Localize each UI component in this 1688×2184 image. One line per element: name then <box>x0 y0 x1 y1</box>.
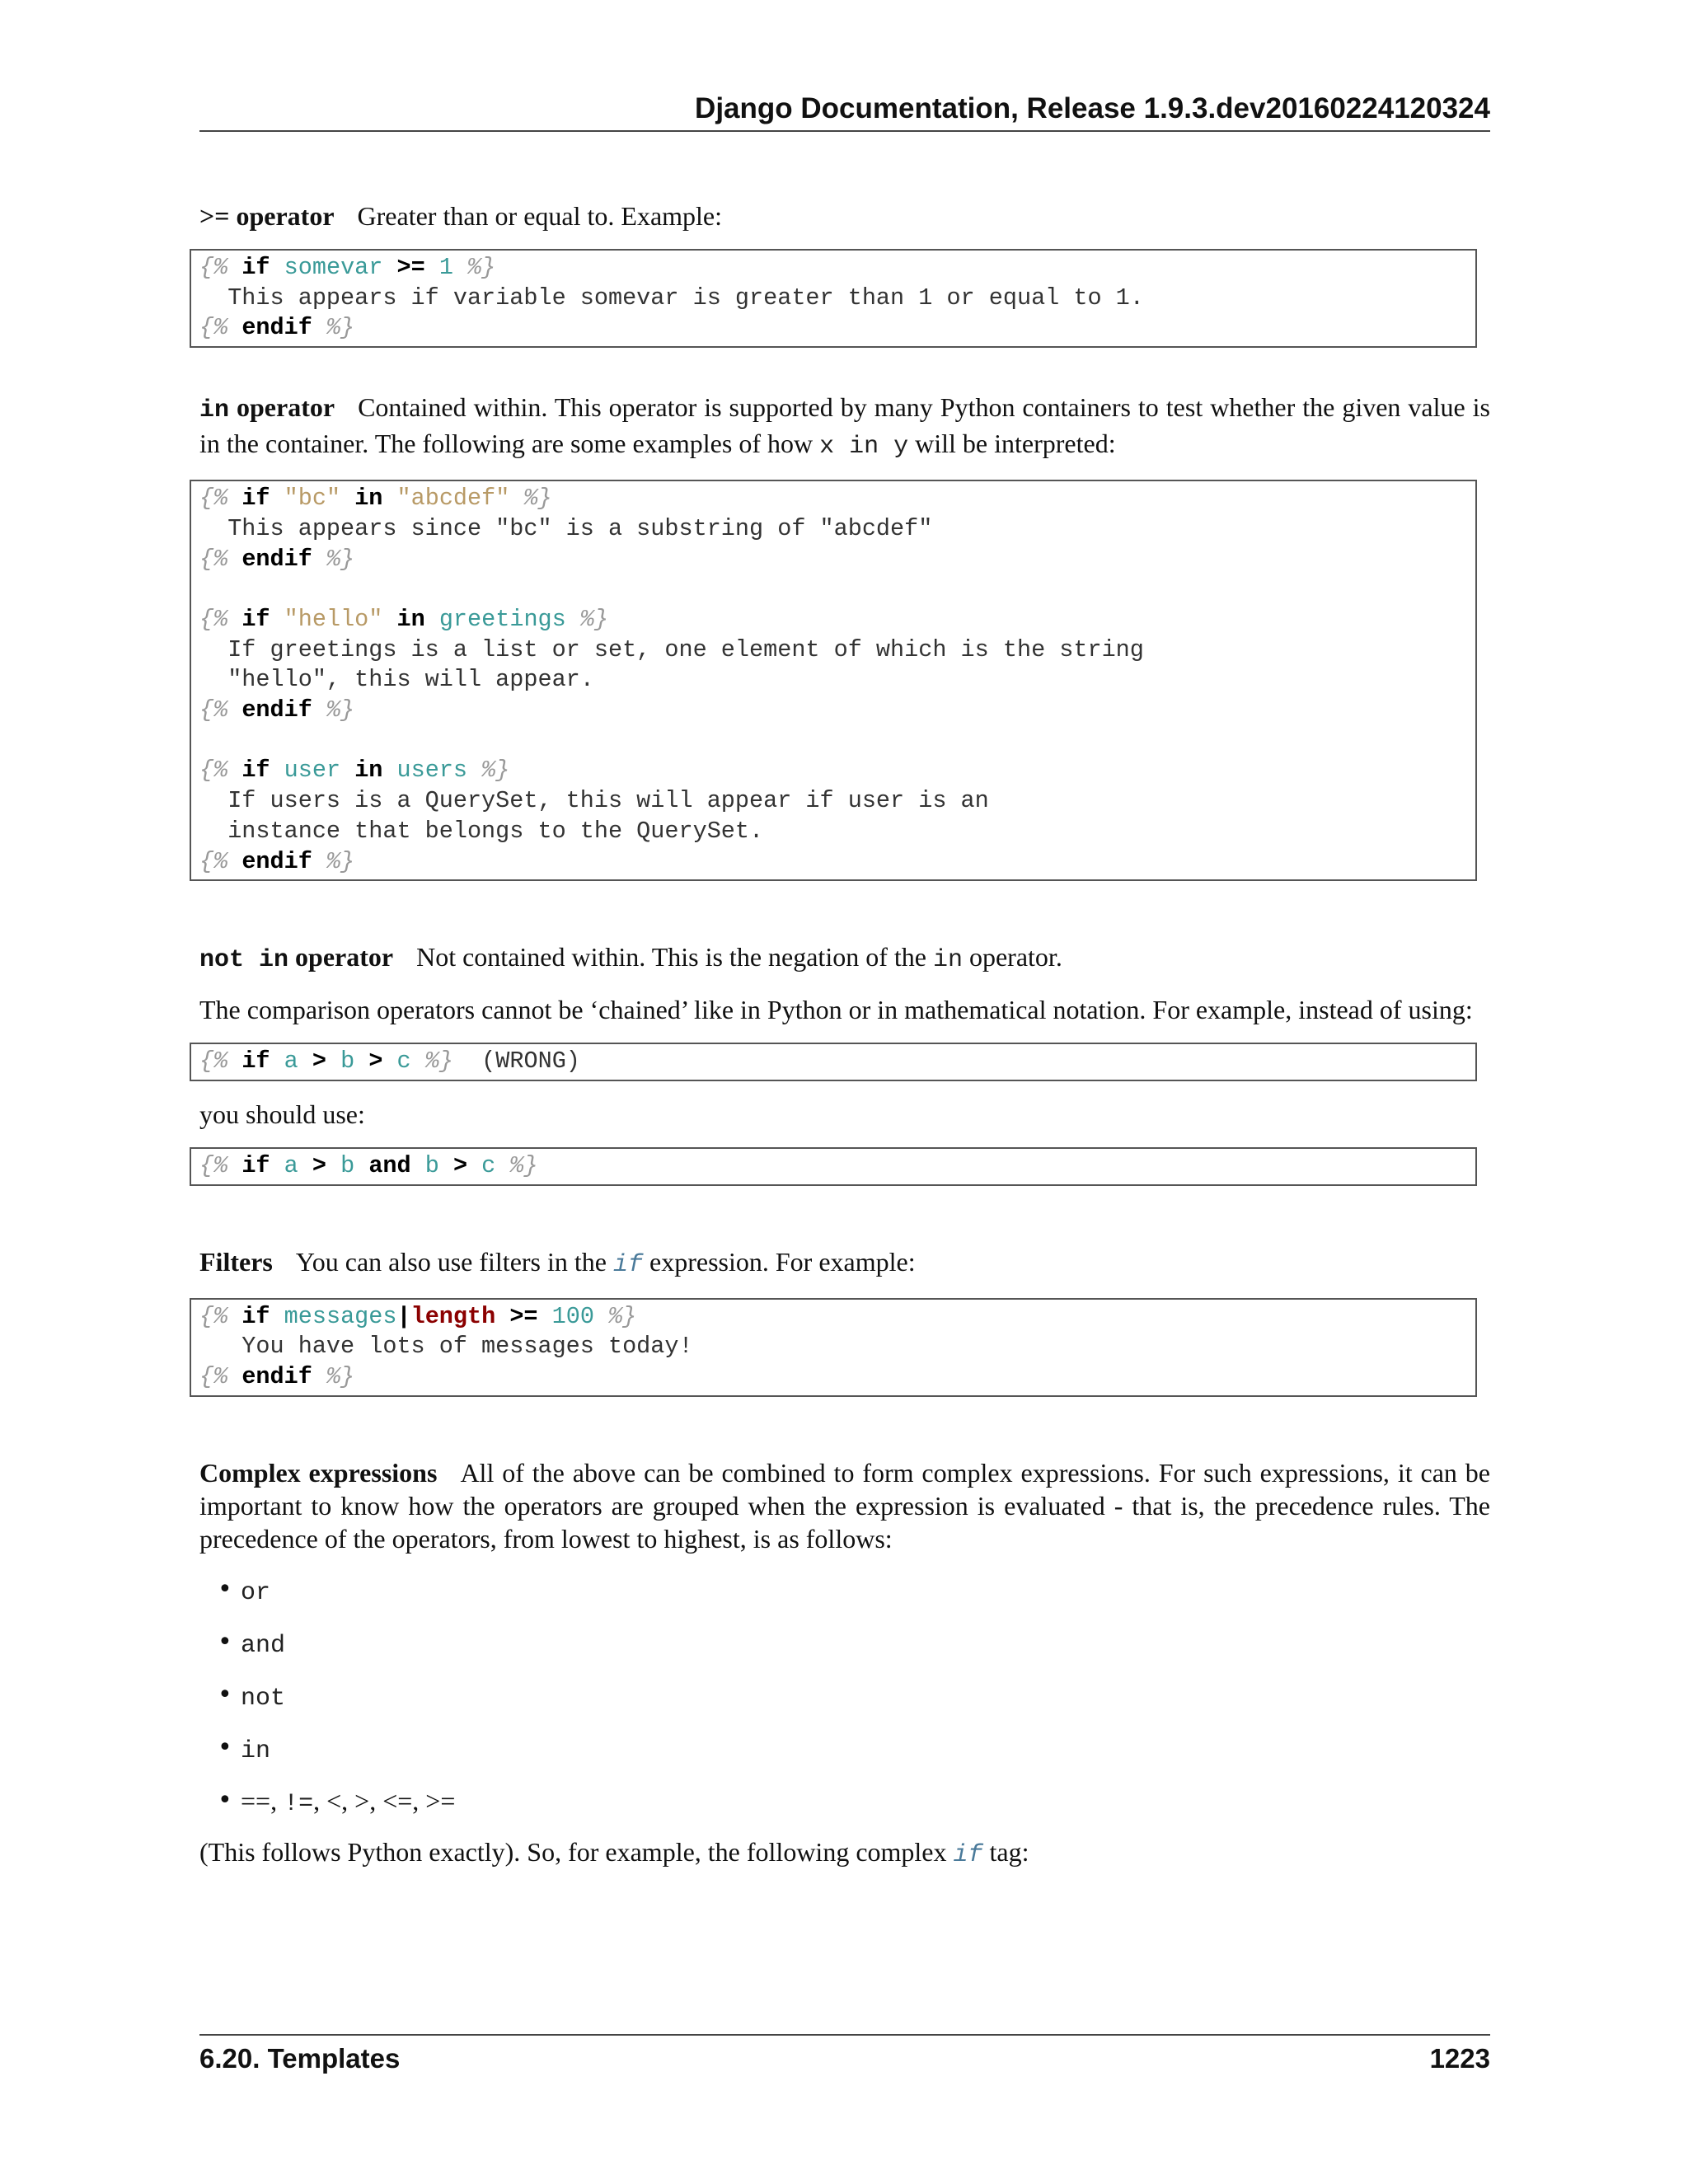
not-in-operator-text-2: operator. <box>968 942 1062 972</box>
operator: > <box>368 1047 383 1076</box>
string-literal: "hello" <box>284 605 383 633</box>
inline-code-in: in <box>932 946 963 975</box>
in-operator-term <box>199 392 335 425</box>
variable: users <box>396 757 468 785</box>
template-tag-open: {% <box>199 757 228 785</box>
follows-python-paragraph <box>199 1835 1490 1872</box>
keyword-if: if <box>241 757 270 785</box>
in-operator-term-suffix: operator <box>237 392 335 423</box>
in-operator-text-1: Contained within. This operator is supported by many Python containers to test whether the given value is in the container. The following are some examples of how <box>199 392 1491 459</box>
keyword-endif: endif <box>241 314 312 342</box>
template-tag-open: {% <box>199 1363 228 1391</box>
operator: > <box>452 1151 468 1179</box>
template-tag-close: %} <box>467 254 496 281</box>
list-item <box>241 1626 1490 1662</box>
running-header <box>199 89 1490 132</box>
keyword-endif: endif <box>241 1363 312 1391</box>
filters-text-1: You can also use filters in the <box>295 1246 607 1277</box>
page-number: 1223 <box>1429 2043 1490 2074</box>
follows-text-2: tag: <box>989 1836 1029 1867</box>
operator: > <box>312 1151 326 1179</box>
chaining-paragraph: The comparison operators cannot be ‘chained’ like in Python or in mathematical notation. For example, instead of using: <box>199 995 1473 1025</box>
operator: > <box>312 1047 326 1076</box>
list-item <box>241 1573 1490 1610</box>
template-tag-close: %} <box>326 314 355 342</box>
template-tag-open: {% <box>199 545 228 573</box>
operator: >= <box>509 1302 538 1330</box>
precedence-not: not <box>241 1684 286 1713</box>
filters-code-block <box>190 1298 1477 1397</box>
variable: b <box>340 1151 355 1179</box>
op-eq: == <box>241 1785 271 1816</box>
op-ge: >= <box>425 1785 456 1816</box>
filter-name: length <box>410 1302 496 1330</box>
template-tag-open: {% <box>199 254 228 281</box>
not-in-operator-term-code: not in <box>199 946 289 975</box>
template-tag-close: %} <box>326 545 355 573</box>
template-tag-open: {% <box>199 696 228 724</box>
ge-operator-term: >= operator <box>199 201 335 231</box>
wrong-chaining-code-block <box>190 1043 1477 1081</box>
precedence-list <box>199 1573 1490 1821</box>
filters-paragraph <box>199 1245 1490 1282</box>
variable: a <box>284 1047 298 1076</box>
keyword-endif: endif <box>241 696 312 724</box>
filters-text-2: expression. For example: <box>649 1246 916 1277</box>
follows-text-1: (This follows Python exactly). So, for example, the following complex <box>199 1836 947 1867</box>
operator: >= <box>396 254 425 281</box>
template-tag-open: {% <box>199 314 228 342</box>
ge-operator-code-block <box>190 249 1477 348</box>
in-operator-term-code: in <box>199 396 230 425</box>
in-operator-text-2: will be interpreted: <box>915 429 1116 459</box>
list-item <box>241 1679 1490 1715</box>
code-text-line: "hello", this will appear. <box>199 666 594 694</box>
list-item: • ==, !=, <, >, <=, >= <box>241 1784 1490 1821</box>
variable: greetings <box>438 605 566 633</box>
code-text-line: If users is a QuerySet, this will appear if user is an <box>199 787 989 815</box>
wrong-note: (WRONG) <box>452 1047 580 1076</box>
operator-in: in <box>396 605 425 633</box>
op-lt: < <box>326 1785 342 1816</box>
template-tag-close: %} <box>481 757 510 785</box>
keyword-if: if <box>241 1151 270 1179</box>
operator-in: in <box>354 757 383 785</box>
ge-operator-text: Greater than or equal to. Example: <box>357 201 723 231</box>
template-tag-open: {% <box>199 485 228 513</box>
inline-code-x-in-y: x in y <box>819 433 909 462</box>
variable: c <box>481 1151 496 1179</box>
you-should-use-text: you should use: <box>199 1099 365 1129</box>
op-le: <= <box>382 1785 413 1816</box>
not-in-operator-term-suffix: operator <box>295 942 394 972</box>
in-operator-paragraph <box>199 391 1490 463</box>
template-tag-close: %} <box>326 696 355 724</box>
keyword-if: if <box>241 1302 270 1330</box>
keyword-if: if <box>241 1047 270 1076</box>
variable: b <box>340 1047 355 1076</box>
header-title: Django Documentation, Release 1.9.3.dev20160224120324 <box>695 92 1490 124</box>
precedence-in: in <box>241 1736 271 1765</box>
filter-pipe: | <box>396 1302 411 1330</box>
ge-operator-paragraph <box>199 199 1490 232</box>
string-literal: "abcdef" <box>396 485 510 513</box>
keyword-if: if <box>241 605 270 633</box>
not-in-operator-text-1: Not contained within. This is the negation of the <box>416 942 926 972</box>
in-operator-code-block <box>190 480 1477 881</box>
code-text-line: This appears since "bc" is a substring of "abcdef" <box>199 514 933 542</box>
template-tag-close: %} <box>326 847 355 875</box>
keyword-endif: endif <box>241 847 312 875</box>
list-item <box>241 1732 1490 1768</box>
op-ne: != <box>284 1789 314 1818</box>
complex-expressions-paragraph <box>199 1456 1490 1555</box>
template-tag-open: {% <box>199 1302 228 1330</box>
variable: user <box>284 757 341 785</box>
if-reference-link[interactable]: if <box>953 1840 983 1869</box>
keyword-if: if <box>241 485 270 513</box>
running-footer <box>199 2034 1490 2077</box>
variable: c <box>396 1047 411 1076</box>
variable: messages <box>284 1302 397 1330</box>
template-tag-close: %} <box>579 605 609 633</box>
string-literal: "bc" <box>284 485 341 513</box>
precedence-and: and <box>241 1631 286 1660</box>
code-text-line: This appears if variable somevar is greater than 1 or equal to 1. <box>199 284 1144 312</box>
number: 1 <box>438 254 453 281</box>
template-tag-open: {% <box>199 1151 228 1179</box>
template-tag-close: %} <box>523 485 552 513</box>
not-in-operator-term <box>199 942 394 975</box>
keyword-endif: endif <box>241 545 312 573</box>
code-text-line: If greetings is a list or set, one element of which is the string <box>199 635 1144 663</box>
keyword-if: if <box>241 254 270 281</box>
variable: b <box>424 1151 439 1179</box>
template-tag-close: %} <box>424 1047 453 1076</box>
number: 100 <box>551 1302 594 1330</box>
variable: a <box>284 1151 298 1179</box>
code-text-line: You have lots of messages today! <box>199 1333 693 1361</box>
filters-term: Filters <box>199 1246 273 1277</box>
template-tag-close: %} <box>608 1302 637 1330</box>
code-text-line: instance that belongs to the QuerySet. <box>199 817 764 845</box>
page-content <box>199 199 1490 1872</box>
complex-expressions-term: Complex expressions <box>199 1457 438 1488</box>
complex-expressions-text: All of the above can be combined to form complex expressions. For such expressions, it can be important to know how the operators are grouped when the expression is evaluated - that is, the precedence rules. The precedence of the operators, from lowest to highest, is as follows: <box>199 1457 1491 1554</box>
template-tag-close: %} <box>326 1363 355 1391</box>
precedence-or: or <box>241 1578 271 1607</box>
document-page <box>199 0 1490 2184</box>
template-tag-open: {% <box>199 847 228 875</box>
footer-section: 6.20. Templates <box>199 2043 401 2074</box>
template-tag-open: {% <box>199 605 228 633</box>
template-tag-open: {% <box>199 1047 228 1076</box>
keyword-and: and <box>368 1151 411 1179</box>
op-gt: > <box>354 1785 370 1816</box>
not-in-operator-paragraph <box>199 940 1490 977</box>
if-reference-link[interactable]: if <box>612 1250 643 1279</box>
correct-chaining-code-block <box>190 1147 1477 1186</box>
operator-in: in <box>354 485 383 513</box>
variable: somevar <box>284 254 383 281</box>
template-tag-close: %} <box>509 1151 538 1179</box>
